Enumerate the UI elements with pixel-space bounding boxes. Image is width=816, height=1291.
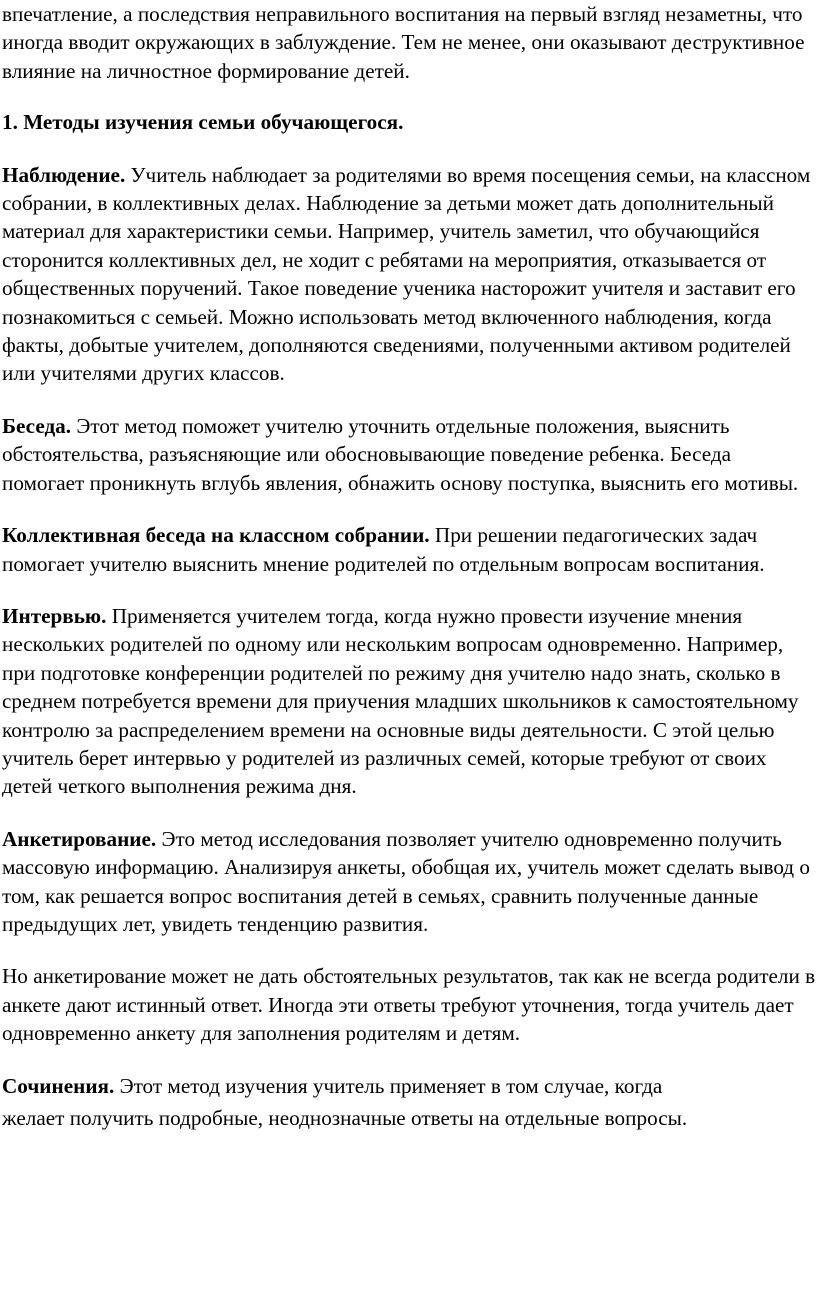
method-term: Беседа.	[2, 413, 72, 438]
method-term: Анкетирование.	[2, 826, 157, 851]
method-observation-paragraph	[2, 161, 816, 388]
method-term: Интервью.	[2, 603, 107, 628]
method-description: При решении педагогических задач помогает учителю выяснить мнение родителей по отдельным вопросам воспитания.	[2, 523, 765, 576]
method-questionnaire-paragraph	[2, 825, 816, 939]
method-group-conversation-paragraph	[2, 521, 816, 578]
method-conversation-paragraph	[2, 412, 816, 497]
method-term: Наблюдение.	[2, 162, 126, 187]
method-description: Применяется учителем тогда, когда нужно провести изучение мнения нескольких родителей по одному или нескольким вопросам одновременно. Например, при подготовке конференции родителей по режиму дня учителю надо знать, сколько в среднем потребуется времени для приучения младших школьников к самостоятельному контролю за распределением времени на основные виды деятельности. С этой целью учитель берет интервью у родителей из различных семей, которые требуют от своих детей четкого выполнения режима дня.	[2, 603, 799, 799]
method-description: Этот метод поможет учителю уточнить отдельные положения, выяснить обстоятельства, разъясняющие или обосновывающие поведение ребенка. Беседа помогает проникнуть вглубь явления, обнажить основу поступка, выяснить его мотивы.	[2, 413, 799, 495]
method-description: Учитель наблюдает за родителями во время посещения семьи, на классном собрании, в коллективных делах. Наблюдение за детьми может дать дополнительный материал для характеристики семьи. Например, учитель заметил, что обучающийся сторонится коллективных дел, не ходит с ребятами на мероприятия, отказывается от общественных поручений. Такое поведение ученика насторожит учителя и заставит его познакомиться с семьей. Можно использовать метод включенного наблюдения, когда факты, добытые учителем, дополняются сведениями, полученными активом родителей или учителями других классов.	[2, 162, 811, 386]
method-description-continued: желает получить подробные, неоднозначные ответы на отдельные вопросы.	[2, 1106, 688, 1130]
intro-paragraph: впечатление, а последствия неправильного воспитания на первый взгляд незаметны, что иногда вводит окружающих в заблуждение. Тем не менее, они оказывают деструктивное влияние на личностное формирование детей.	[2, 2, 805, 83]
method-term: Сочинения.	[2, 1073, 115, 1098]
method-essay-paragraph	[2, 1072, 816, 1133]
section-heading: 1. Методы изучения семьи обучающегося.	[2, 110, 404, 135]
method-description: Этот метод изучения учитель применяет в том случае, когда	[114, 1073, 663, 1098]
method-term: Коллективная беседа на классном собрании.	[2, 523, 430, 548]
method-interview-paragraph	[2, 602, 816, 801]
questionnaire-note-paragraph: Но анкетирование может не дать обстоятельных результатов, так как не всегда родители в анкете дают истинный ответ. Иногда эти ответы требуют уточнения, тогда учитель дает одновременно анкету для заполнения родителям и детям.	[2, 964, 816, 1046]
method-description: Это метод исследования позволяет учителю одновременно получить массовую информацию. Анализируя анкеты, обобщая их, учитель может сделать вывод о том, как решается вопрос воспитания детей в семьях, сравнить полученные данные предыдущих лет, увидеть тенденцию развития.	[2, 826, 810, 936]
